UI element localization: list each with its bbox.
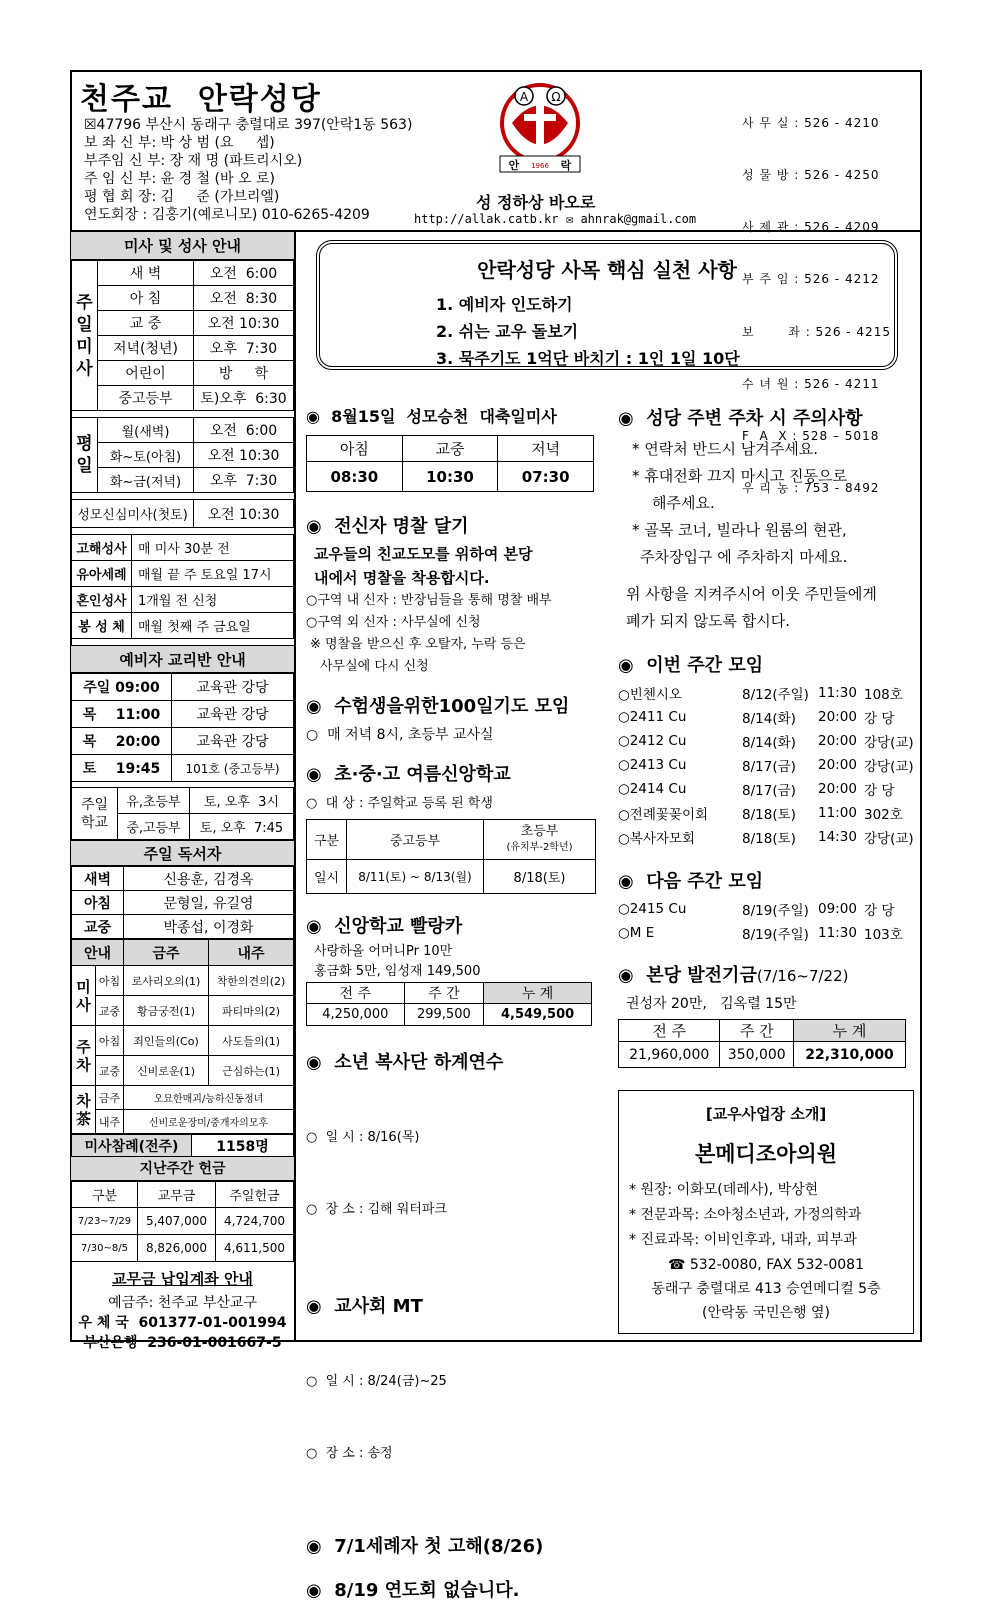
website-link[interactable]: http://allak.catb.kr	[414, 212, 559, 226]
summer-camp-title: ◉ 초·중·고 여름신앙학교	[306, 764, 511, 785]
account-box	[71, 1262, 294, 1353]
ad-line: * 원장: 이화모(데레사), 박상현	[629, 1182, 819, 1198]
fund-prev: 21,960,000	[619, 1042, 720, 1068]
camp-header: 중고등부	[347, 820, 484, 860]
mass-schedule-title: 미사 및 성사 안내	[71, 232, 294, 260]
sacrament-info: 매월 끝 주 토요일 17시	[132, 561, 294, 587]
meeting-group: ○M E	[618, 925, 655, 941]
left-column	[71, 232, 294, 1353]
camp-date: 8/11(토) ~ 8/13(월)	[347, 860, 484, 894]
mass-name: 어린이	[98, 361, 194, 386]
class-time: 목 11:00	[72, 701, 172, 728]
summer-camp-table	[306, 819, 596, 894]
nametag-line: 교우들의 친교도모를 위하여 본당	[314, 545, 533, 563]
reader-names: 문형일, 유길영	[124, 891, 294, 915]
guide-mass-label: 미사	[72, 966, 96, 1026]
mass-name: 성모신심미사(첫토)	[72, 500, 194, 528]
staff-line: 부주임 신 부: 장 재 명 (파트리시오)	[84, 153, 303, 169]
column-divider	[294, 230, 296, 1342]
this-week-table	[618, 681, 914, 849]
account-holder: 예금주: 천주교 부산교구	[108, 1295, 257, 1311]
sacrament-name: 혼인성사	[72, 587, 132, 613]
offering-sunday: 4,724,700	[216, 1208, 294, 1235]
parish-logo	[490, 78, 590, 178]
meeting-group: ○2412 Cu	[618, 733, 687, 749]
school-group: 중,고등부	[118, 814, 190, 840]
meeting-date: 8/14(화)	[742, 735, 796, 751]
mass-name: 교 중	[98, 311, 194, 336]
meeting-date: 8/18(토)	[742, 831, 796, 847]
fund-title-line	[618, 961, 914, 987]
nametag-line: 사무실에 다시 신청	[320, 659, 429, 674]
mass-time: 오전 10:30	[194, 311, 294, 336]
red-card-week: 299,500	[404, 1004, 484, 1026]
staff-line: 보 좌 신 부: 박 상 범 (요 셉)	[84, 135, 275, 151]
header-info	[84, 116, 412, 224]
sacrament-name: 봉 성 체	[72, 613, 132, 639]
middle-column	[306, 404, 606, 1602]
ad-line: * 전문과목: 소아청소년과, 가정의학과	[629, 1207, 862, 1223]
offering-title: 지난주간 헌금	[71, 1157, 294, 1181]
attendance-value: 1158명	[192, 1135, 294, 1157]
phone-line: 수 녀 원 : 526 - 4211	[742, 376, 880, 391]
meeting-group: ○복사자모회	[618, 831, 695, 847]
mass-name: 저녁(청년)	[98, 336, 194, 361]
sacrament-name: 유아세례	[72, 561, 132, 587]
offering-header: 주일헌금	[216, 1182, 294, 1208]
fund-header: 누 계	[794, 1020, 906, 1042]
class-place: 교육관 강당	[172, 674, 294, 701]
requiem-title: ◉ 8/19 연도회 없습니다.	[306, 1580, 520, 1601]
red-card-header: 주 간	[404, 983, 484, 1004]
guide-header: 금주	[124, 940, 209, 966]
parking-line: 해주세요.	[652, 494, 715, 512]
camp-row-label: 일시	[307, 860, 347, 894]
guide-week: 내주	[96, 1110, 124, 1134]
logo-right-text: 락	[560, 159, 572, 172]
ad-location: (안락동 국민은행 옆)	[701, 1305, 831, 1321]
offering-dues: 5,407,000	[138, 1208, 216, 1235]
assumption-mass: 저녁	[498, 436, 594, 462]
nametag-line: ○구역 내 신자 : 반장님들을 통해 명찰 배부	[306, 593, 552, 608]
meeting-date: 8/19(주일)	[742, 927, 809, 943]
assumption-mass: 아침	[307, 436, 403, 462]
class-place: 교육관 강당	[172, 728, 294, 755]
core-practice-item: 1. 예비자 인도하기	[436, 295, 573, 314]
fund-header: 전 주	[619, 1020, 720, 1042]
altar-servers-details	[306, 1078, 606, 1270]
logo-emblem-icon	[490, 78, 590, 178]
church-address: ☒47796 부산시 동래구 충렬대로 397(안락1동 563)	[84, 117, 413, 133]
meeting-place: 103호	[864, 927, 903, 943]
guide-week: 금주	[96, 1086, 124, 1110]
meeting-group: ○2411 Cu	[618, 709, 687, 725]
camp-header-sub: (유치부-2학년)	[506, 841, 573, 853]
sacraments-table	[71, 534, 294, 639]
phone-line: 성 물 방 : 526 - 4250	[742, 168, 880, 183]
meeting-row	[618, 729, 914, 753]
weekday-mass-table	[71, 417, 294, 493]
meeting-place: 강당(교)	[864, 831, 914, 847]
phone-line: 사 무 실 : 526 - 4210	[742, 115, 880, 130]
reader-mass: 아침	[72, 891, 124, 915]
phone-line: 부 주 임 : 526 - 4212	[742, 272, 880, 287]
camp-header: 구분	[307, 820, 347, 860]
parking-line: * 휴대전화 끄지 마시고 진동으로	[632, 467, 847, 485]
account-bank: 부산은행 236-01-001667-5	[83, 1335, 282, 1351]
nametag-title: ◉ 전신자 명찰 달기	[306, 516, 469, 537]
staff-line: 연도회장 : 김홍기(예로니모) 010-6265-4209	[84, 207, 370, 223]
meeting-time: 11:00	[818, 805, 857, 821]
camp-date: 8/18(토)	[484, 860, 596, 894]
sunday-school-table	[71, 787, 294, 840]
reader-names: 신용훈, 김경옥	[124, 867, 294, 891]
camp-header-elementary	[484, 820, 596, 860]
nametag-line: ※ 명찰을 받으신 후 오탈자, 누락 등은	[310, 637, 526, 652]
school-time: 토, 오후 3시	[190, 788, 294, 814]
mass-name: 중고등부	[98, 386, 194, 411]
red-card-prev: 4,250,000	[307, 1004, 405, 1026]
teachers-mt-details	[306, 1322, 606, 1514]
sunday-label: 주일미사	[72, 261, 98, 411]
assumption-table	[306, 435, 594, 492]
staff-line: 평 협 회 장: 김 준 (가브리엘)	[84, 189, 280, 205]
class-place: 101호 (중고등부)	[172, 755, 294, 782]
guide-header: 내주	[209, 940, 294, 966]
red-card-header: 누 계	[484, 983, 592, 1004]
guide-this-week: 죄인들의(Co)	[124, 1026, 209, 1056]
nametag-line: ○구역 외 신자 : 사무실에 신청	[306, 615, 481, 630]
meeting-row	[618, 777, 914, 801]
parking-note-line: 폐가 되지 않도록 합시다.	[626, 612, 790, 630]
offering-period: 7/23~7/29	[72, 1208, 138, 1235]
assumption-time: 08:30	[307, 462, 403, 492]
fund-week: 350,000	[720, 1042, 794, 1068]
mass-time: 오전 8:30	[194, 286, 294, 311]
guide-this-week: 신비로운(1)	[124, 1056, 209, 1086]
altar-line: ○ 장 소 : 김해 워터파크	[306, 1202, 447, 1217]
nametag-line: 내에서 명찰을 착용합시다.	[314, 569, 490, 587]
phone-line: 사 제 관 : 526 - 4209	[742, 220, 880, 235]
ad-phone: ☎ 532-0080, FAX 532-0081	[668, 1257, 864, 1273]
sacrament-info: 1개월 전 신청	[132, 587, 294, 613]
readers-title: 주일 독서자	[71, 840, 294, 866]
mass-time: 오전 10:30	[194, 443, 294, 468]
email-link[interactable]: ✉ ahnrak@gmail.com	[566, 212, 697, 226]
logo-year: 1966	[531, 162, 549, 170]
meeting-place: 302호	[864, 807, 903, 823]
teacher-line: ○ 장 소 : 송정	[306, 1446, 393, 1461]
assumption-mass: 교중	[402, 436, 498, 462]
guide-tea-label: 차茶	[72, 1086, 96, 1134]
account-post: 우 체 국 601377-01-001994	[78, 1315, 287, 1331]
meeting-time: 11:30	[818, 685, 857, 701]
parking-note	[626, 581, 914, 635]
guide-next-week: 사도들의(1)	[209, 1026, 294, 1056]
guide-header: 안내	[72, 940, 124, 966]
meeting-time: 20:00	[818, 733, 857, 749]
offering-header: 구분	[72, 1182, 138, 1208]
right-column	[618, 404, 914, 1334]
ad-details	[619, 1178, 913, 1253]
ad-address: 동래구 충렬대로 413 승연메디컬 5층	[651, 1281, 881, 1297]
meeting-date: 8/14(화)	[742, 711, 796, 727]
red-card-donors	[314, 942, 606, 982]
red-card-table	[306, 982, 592, 1026]
meeting-place: 강당(교)	[864, 735, 914, 751]
teachers-mt-title: ◉ 교사회 MT	[306, 1296, 423, 1317]
guide-next-week: 근심하는(1)	[209, 1056, 294, 1086]
meeting-time: 20:00	[818, 781, 857, 797]
core-practice-box	[316, 240, 898, 370]
offering-sunday: 4,611,500	[216, 1235, 294, 1262]
ad-clinic-name: 본메디조아의원	[694, 1142, 837, 1166]
next-week-title: ◉ 다음 주간 모임	[618, 871, 764, 892]
meeting-place: 108호	[864, 687, 903, 703]
this-week-title: ◉ 이번 주간 모임	[618, 655, 764, 676]
red-card-total: 4,549,500	[484, 1004, 592, 1026]
logo-left-text: 안	[508, 159, 520, 172]
offering-table	[71, 1181, 294, 1262]
meeting-date: 8/19(주일)	[742, 903, 809, 919]
catechumen-title: 예비자 교리반 안내	[71, 645, 294, 673]
mass-name: 새 벽	[98, 261, 194, 286]
guide-tea-team: 신비로운장미/중개자의모후	[124, 1110, 294, 1134]
parking-line: * 골목 코너, 빌라나 원룸의 현관,	[632, 521, 847, 539]
meeting-group: ○전례꽃꽂이회	[618, 807, 709, 823]
meeting-row	[618, 705, 914, 729]
staff-line: 주 임 신 부: 윤 경 철 (바 오 로)	[84, 171, 275, 187]
fund-title: ◉ 본당 발전기금	[618, 965, 757, 986]
meeting-date: 8/12(주일)	[742, 687, 809, 703]
sacrament-name: 고해성사	[72, 535, 132, 561]
meeting-group: ○2415 Cu	[618, 901, 687, 917]
meeting-time: 11:30	[818, 925, 857, 941]
mass-time: 오전 10:30	[194, 500, 294, 528]
mass-time: 오전 6:00	[194, 261, 294, 286]
assumption-time: 10:30	[402, 462, 498, 492]
camp-header: 초등부	[520, 823, 559, 839]
parking-line: 주차장입구 에 주차하지 마세요.	[640, 548, 848, 566]
nametag-text	[314, 542, 606, 590]
reader-names: 박종섭, 이경화	[124, 915, 294, 939]
mass-name: 월(새벽)	[98, 418, 194, 443]
core-practice-title: 안락성당 사목 핵심 실천 사항	[477, 258, 737, 282]
reader-mass: 새벽	[72, 867, 124, 891]
assumption-title: ◉ 8월15일 성모승천 대축일미사	[306, 407, 557, 426]
school-group: 유,초등부	[118, 788, 190, 814]
mass-time: 오전 6:00	[194, 418, 294, 443]
summer-camp-target: ○ 대 상 : 주일학교 등록 된 학생	[306, 796, 493, 811]
guide-table	[71, 939, 294, 1134]
meeting-row	[618, 897, 914, 921]
attendance-label: 미사참례(전주)	[72, 1135, 192, 1157]
meeting-place: 강 당	[864, 903, 895, 919]
guide-tea-team: 오묘한매괴/능하신동정녀	[124, 1086, 294, 1110]
class-time: 주일 09:00	[72, 674, 172, 701]
reader-mass: 교중	[72, 915, 124, 939]
logo-alpha: A	[519, 90, 529, 104]
meeting-date: 8/18(토)	[742, 807, 796, 823]
catechumen-table	[71, 673, 294, 782]
altar-line: ○ 일 시 : 8/16(목)	[306, 1130, 420, 1145]
assumption-time: 07:30	[498, 462, 594, 492]
ad-label: [교우사업장 소개]	[705, 1105, 827, 1123]
class-time: 목 20:00	[72, 728, 172, 755]
guide-mass: 아침	[96, 1026, 124, 1056]
guide-next-week: 착한의견의(2)	[209, 966, 294, 996]
church-title: 천주교 안락성당	[80, 82, 322, 117]
mass-name: 화~토(아침)	[98, 443, 194, 468]
red-card-header: 전 주	[307, 983, 405, 1004]
class-place: 교육관 강당	[172, 701, 294, 728]
core-practice-item: 2. 쉬는 교우 돌보기	[436, 322, 579, 341]
nametag-details	[306, 590, 606, 678]
exam-prayer-line: ○ 매 저녁 8시, 초등부 교사실	[306, 727, 494, 743]
sunday-mass-table	[71, 260, 294, 411]
next-week-table	[618, 897, 914, 945]
parking-title: ◉ 성당 주변 주차 시 주의사항	[618, 408, 863, 429]
fund-total: 22,310,000	[794, 1042, 906, 1068]
sacrament-info: 매월 첫째 주 금요일	[132, 613, 294, 639]
attendance-table	[71, 1134, 294, 1157]
meeting-row	[618, 825, 914, 849]
fund-donors: 권성자 20만, 김옥렬 15만	[626, 996, 797, 1012]
mass-time: 오후 7:30	[194, 336, 294, 361]
patron-saint: 성 정하상 바오로	[476, 193, 596, 212]
first-confession-title: ◉ 7/1세례자 첫 고해(8/26)	[306, 1536, 544, 1557]
altar-servers-title: ◉ 소년 복사단 하계연수	[306, 1052, 504, 1073]
parking-rules	[632, 436, 914, 571]
red-card-title: ◉ 신앙학교 빨랑카	[306, 916, 463, 937]
meeting-row	[618, 681, 914, 705]
phone-line: 보 좌 : 526 - 4215	[742, 324, 891, 339]
core-practice-list	[436, 291, 894, 372]
donor-line: 홍금화 5만, 임성재 149,500	[314, 964, 481, 979]
guide-this-week: 로사리오의(1)	[124, 966, 209, 996]
guide-this-week: 황금궁전(1)	[124, 996, 209, 1026]
mass-time: 방 학	[194, 361, 294, 386]
ad-line: * 진료과목: 이비인후과, 내과, 피부과	[629, 1232, 857, 1248]
meeting-time: 20:00	[818, 757, 857, 773]
weekday-label: 평일	[72, 418, 98, 493]
sunday-school-label: 주일학교	[72, 788, 118, 840]
mass-name: 아 침	[98, 286, 194, 311]
meeting-group: ○2413 Cu	[618, 757, 687, 773]
meeting-date: 8/17(금)	[742, 783, 796, 799]
meeting-time: 14:30	[818, 829, 857, 845]
guide-mass: 교중	[96, 1056, 124, 1086]
logo-omega: Ω	[551, 90, 561, 104]
meeting-place: 강 당	[864, 783, 895, 799]
meeting-place: 강 당	[864, 711, 895, 727]
teacher-line: ○ 일 시 : 8/24(금)~25	[306, 1374, 447, 1389]
meeting-date: 8/17(금)	[742, 759, 796, 775]
first-saturday-table	[71, 499, 294, 528]
guide-next-week: 파티마의(2)	[209, 996, 294, 1026]
exam-prayer-title: ◉ 수험생을위한100일기도 모임	[306, 696, 570, 717]
guide-mass: 아침	[96, 966, 124, 996]
meeting-group: ○빈첸시오	[618, 687, 682, 703]
mass-name: 화~금(저녁)	[98, 468, 194, 493]
meeting-row	[618, 801, 914, 825]
fund-period: (7/16~7/22)	[756, 967, 849, 985]
guide-mass: 교중	[96, 996, 124, 1026]
school-time: 토, 오후 7:45	[190, 814, 294, 840]
core-practice-item: 3. 묵주기도 1억단 바치기 : 1인 1일 10단	[436, 349, 740, 368]
offering-header: 교무금	[138, 1182, 216, 1208]
meeting-row	[618, 921, 914, 945]
offering-dues: 8,826,000	[138, 1235, 216, 1262]
meeting-row	[618, 753, 914, 777]
account-title: 교무금 납입계좌 안내	[112, 1270, 253, 1288]
parking-line: * 연락처 반드시 남겨주세요.	[632, 440, 818, 458]
phone-line: 우 리 농 : 753 - 8492	[742, 481, 880, 496]
class-time: 토 19:45	[72, 755, 172, 782]
readers-table	[71, 866, 294, 939]
meeting-time: 09:00	[818, 901, 857, 917]
offering-period: 7/30~8/5	[72, 1235, 138, 1262]
business-ad-box	[618, 1090, 914, 1334]
guide-parking-label: 주차	[72, 1026, 96, 1086]
fund-table	[618, 1019, 906, 1068]
mass-time: 오후 7:30	[194, 468, 294, 493]
parking-note-line: 위 사항을 지켜주시어 이웃 주민들에게	[626, 585, 877, 603]
meeting-place: 강당(교)	[864, 759, 914, 775]
mass-time: 토)오후 6:30	[194, 386, 294, 411]
fund-header: 주 간	[720, 1020, 794, 1042]
meeting-time: 20:00	[818, 709, 857, 725]
donor-line: 사랑하올 어머니Pr 10만	[314, 944, 453, 959]
sacrament-info: 매 미사 30분 전	[132, 535, 294, 561]
meeting-group: ○2414 Cu	[618, 781, 687, 797]
phone-line: F A X : 528 – 5018	[742, 429, 880, 444]
